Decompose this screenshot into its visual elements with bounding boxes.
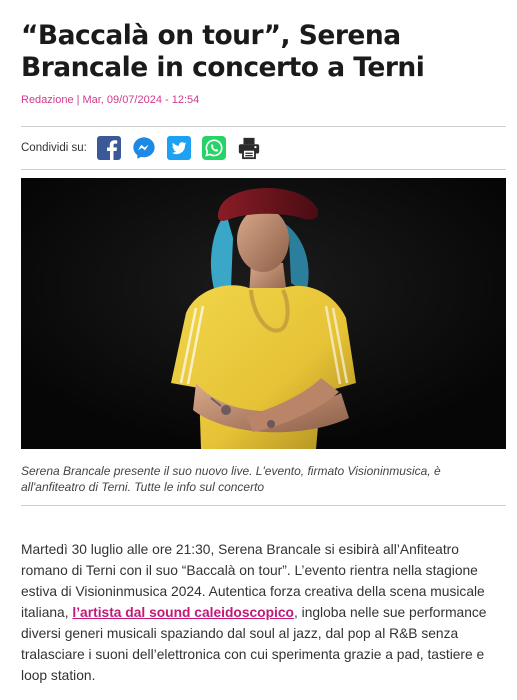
author-link[interactable]: Redazione bbox=[21, 94, 74, 106]
article-meta bbox=[21, 94, 506, 106]
facebook-icon[interactable] bbox=[97, 136, 121, 160]
image-caption bbox=[21, 463, 506, 495]
image-caption-line1: Serena Brancale presente il suo nuovo live. L'evento, firmato Visioninmusica, è bbox=[21, 464, 441, 478]
article-title-line1: “Baccalà on tour”, Serena bbox=[21, 20, 401, 51]
share-bar bbox=[21, 127, 506, 169]
article-title-line2: Brancale in concerto a Terni bbox=[21, 52, 425, 83]
paragraph-text: , ingloba nelle sue performance diversi generi musicali spaziando dal soul al jazz, dal pop al R&B senza tralasciare i suoni dell’elettronica con cui sperimenta grazie a pad, tastiere e loop station. bbox=[21, 605, 487, 683]
divider bbox=[21, 505, 506, 506]
twitter-icon[interactable] bbox=[167, 136, 191, 160]
paragraph-text: Martedì 30 luglio alle ore 21:30, Serena Brancale si esibirà all’Anfiteatro romano di Terni con il suo “Baccalà on tour”. L’evento rientra nella stagione estiva di Visioninmusica 2024. Autentica forza creativa della scena musicale italiana, bbox=[21, 542, 485, 620]
messenger-icon[interactable] bbox=[132, 136, 156, 160]
publish-date: Mar, 09/07/2024 - 12:54 bbox=[82, 94, 200, 106]
article-title bbox=[21, 0, 506, 84]
singer-photo bbox=[21, 178, 506, 449]
meta-separator: | bbox=[76, 94, 80, 106]
hero-image bbox=[21, 178, 506, 449]
article bbox=[21, 0, 506, 700]
artist-link[interactable]: l’artista dal sound caleidoscopico bbox=[72, 605, 294, 620]
article-paragraph bbox=[21, 539, 506, 686]
share-label: Condividi su: bbox=[21, 142, 87, 154]
whatsapp-icon[interactable] bbox=[202, 136, 226, 160]
divider bbox=[21, 169, 506, 170]
print-icon[interactable] bbox=[237, 136, 261, 160]
image-caption-line2: all'anfiteatro di Terni. Tutte le info sul concerto bbox=[21, 480, 265, 494]
